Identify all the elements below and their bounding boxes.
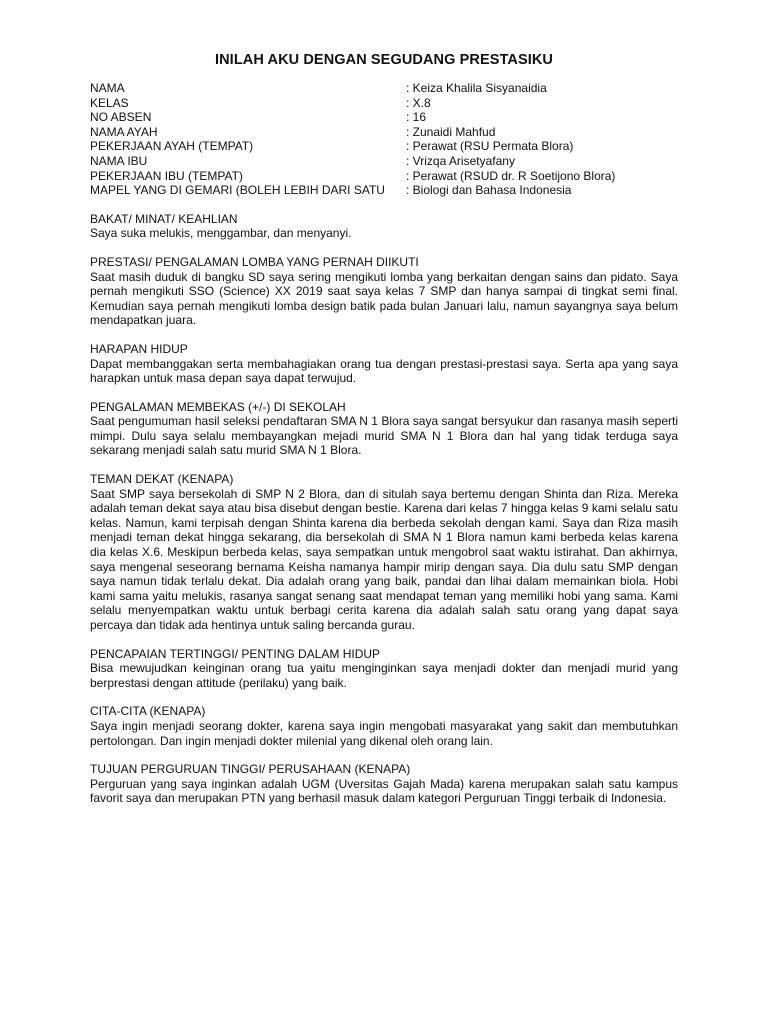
section-text: Saat SMP saya bersekolah di SMP N 2 Blora, dan di situlah saya bertemu dengan Shinta dan Riza. Mereka adalah teman dekat saya atau bisa disebut dengan bestie. Karena dari kelas 7 hingga kelas 9 kami selalu satu kelas. Namun, kami terpisah dengan Shinta karena dia berbeda sekolah dengan kami. Saya dan Riza masih menjadi teman dekat hingga sekarang, dia bersekolah di SMA N 1 Blora namun kami berbeda kelas karena dia kelas X.6. Meskipun berbeda kelas, saya sempatkan untuk mengobrol saat waktu istirahat. Dan akhirnya, saya mengenal seseorang bernama Keisha namanya hampir mirip dengan saya. Dia dulu satu SMP dengan saya namun tidak terlalu dekat. Dia adalah orang yang baik, pandai dan lihai dalam memainkan biola. Hobi kami sama yaitu melukis, rasanya sangat senang saat mendapat teman yang memiliki hobi yang sama. Kami selalu menyempatkan waktu untuk berbagi cerita karena dia adalah salah satu orang yang dapat saya percaya dan tidak ada hentinya untuk saling bercanda gurau. bbox=[90, 486, 678, 632]
profile-value-nama: : Keiza Khalila Sisyanaidia bbox=[406, 81, 547, 95]
section-bakat bbox=[90, 212, 678, 241]
section-heading: TEMAN DEKAT (KENAPA) bbox=[90, 472, 234, 487]
profile-label-pekerjaan-ayah: PEKERJAAN AYAH (TEMPAT) bbox=[90, 139, 254, 154]
section-text: Bisa mewujudkan keinginan orang tua yaitu menginginkan saya menjadi dokter dan menjadi murid yang berprestasi dengan attitude (perilaku) yang baik. bbox=[90, 661, 678, 690]
section-prestasi bbox=[90, 255, 678, 328]
section-pengalaman-membekas bbox=[90, 400, 678, 458]
profile-label-nama: NAMA bbox=[90, 81, 125, 95]
section-text: Saya suka melukis, menggambar, dan menyanyi. bbox=[90, 226, 352, 241]
profile-label-pekerjaan-ibu: PEKERJAAN IBU (TEMPAT) bbox=[90, 168, 243, 183]
document-title: INILAH AKU DENGAN SEGUDANG PRESTASIKU bbox=[214, 52, 554, 68]
profile-value-no-absen: : 16 bbox=[406, 110, 427, 125]
profile-value-kelas: : X.8 bbox=[406, 95, 431, 110]
section-teman-dekat bbox=[90, 472, 678, 633]
section-text: Saya ingin menjadi seorang dokter, karena saya ingin mengobati masyarakat yang sakit dan membutuhkan pertolongan. Dan ingin menjadi dokter milenial yang dikenal oleh orang lain. bbox=[90, 718, 678, 748]
section-text: Dapat membanggakan serta membahagiakan orang tua dengan prestasi-prestasi saya. Serta apa yang saya harapkan untuk masa depan saya dapat terwujud. bbox=[90, 356, 678, 386]
profile-label-kelas: KELAS bbox=[90, 95, 129, 110]
profile-value-nama-ibu: : Vrizqa Arisetyafany bbox=[406, 153, 515, 168]
profile-label-nama-ibu: NAMA IBU bbox=[90, 153, 148, 168]
profile-table bbox=[90, 81, 678, 198]
profile-label-nama-ayah: NAMA AYAH bbox=[90, 124, 158, 139]
profile-value-nama-ayah: : Zunaidi Mahfud bbox=[406, 124, 496, 139]
profile-value-pekerjaan-ayah: : Perawat (RSU Permata Blora) bbox=[406, 139, 574, 154]
document-content bbox=[90, 81, 678, 806]
section-heading: PRESTASI/ PENGALAMAN LOMBA YANG PERNAH DIIKUTI bbox=[90, 254, 419, 269]
section-text: Saat pengumuman hasil seleksi pendaftaran SMA N 1 Blora saya sangat bersyukur dan rasanya masih seperti mimpi. Dulu saya selalu membayangkan mejadi murid SMA N 1 Blora dan hal yang tidak terduga saya sekarang menjadi salah satu murid SMA N 1 Blora. bbox=[90, 414, 678, 458]
profile-value-mapel: : Biologi dan Bahasa Indonesia bbox=[406, 183, 572, 198]
profile-label-mapel: MAPEL YANG DI GEMARI (BOLEH LEBIH DARI SATU bbox=[90, 183, 385, 198]
section-heading: PENCAPAIAN TERTINGGI/ PENTING DALAM HIDUP bbox=[90, 646, 381, 661]
section-harapan-hidup bbox=[90, 342, 678, 386]
section-tujuan-perguruan bbox=[90, 762, 678, 806]
section-heading: BAKAT/ MINAT/ KEAHLIAN bbox=[90, 211, 238, 226]
section-heading: HARAPAN HIDUP bbox=[90, 341, 188, 356]
section-text: Perguruan yang saya inginkan adalah UGM (Uversitas Gajah Mada) karena merupakan salah satu kampus favorit saya dan merupakan PTN yang berhasil masuk dalam kategori Perguruan Tinggi terbaik di Indonesia. bbox=[90, 776, 678, 806]
section-cita-cita bbox=[90, 704, 678, 748]
section-heading: PENGALAMAN MEMBEKAS (+/-) DI SEKOLAH bbox=[90, 399, 346, 414]
profile-value-pekerjaan-ibu: : Perawat (RSUD dr. R Soetijono Blora) bbox=[406, 168, 616, 183]
section-text: Saat masih duduk di bangku SD saya sering mengikuti lomba yang berkaitan dengan sains dan pidato. Saya pernah mengikuti SSO (Science) XX 2019 saat saya kelas 7 SMP dan hanya sampai di tingkat semi final. Kemudian saya pernah mengikuti lomba design batik pada bulan Januari lalu, namun sayangnya saya belum mendapatkan juara. bbox=[90, 269, 678, 328]
section-pencapaian bbox=[90, 647, 678, 691]
section-heading: TUJUAN PERGURUAN TINGGI/ PERUSAHAAN (KENAPA) bbox=[90, 762, 411, 777]
profile-label-no-absen: NO ABSEN bbox=[90, 110, 152, 125]
section-heading: CITA-CITA (KENAPA) bbox=[90, 704, 206, 719]
